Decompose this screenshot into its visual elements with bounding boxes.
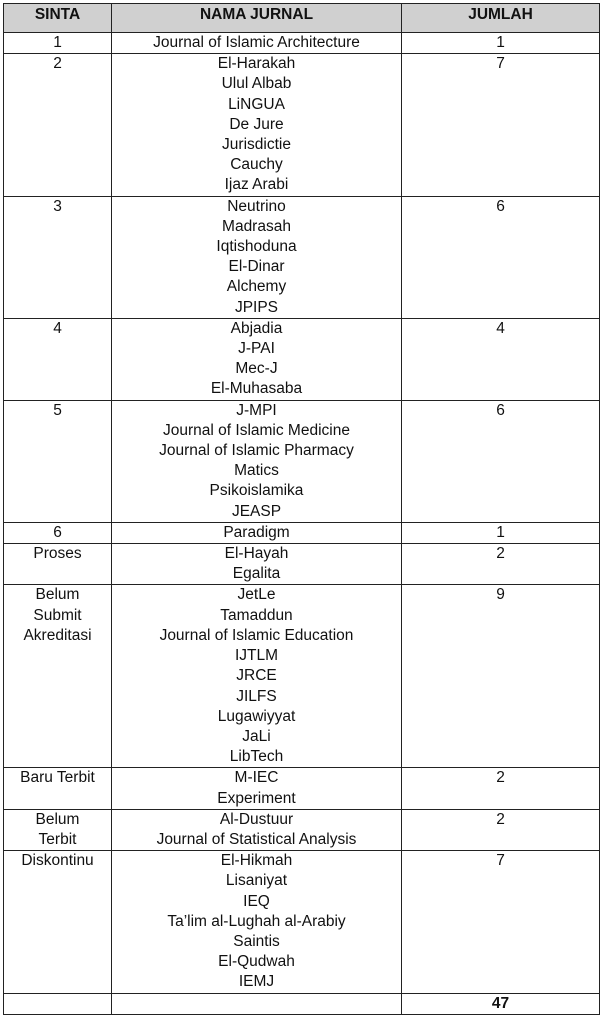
sinta-label: 4: [53, 319, 62, 337]
total-count: 47: [402, 993, 600, 1014]
journal-list-cell: [112, 768, 402, 809]
journal-name: De Jure: [229, 115, 284, 133]
journal-name: Journal of Islamic Medicine: [163, 421, 350, 439]
total-journal-cell: [112, 993, 402, 1014]
journal-name: Neutrino: [227, 197, 286, 215]
journal-name: Matics: [234, 462, 279, 480]
journal-name: J-PAI: [238, 340, 275, 358]
table-row: [4, 768, 600, 809]
journal-name: IJTLM: [234, 647, 279, 665]
sinta-cell: [4, 400, 112, 522]
journal-name: JRCE: [236, 667, 277, 685]
journal-name: Mec-J: [235, 360, 278, 378]
journal-list-cell: [112, 33, 402, 54]
sinta-label: Diskontinu: [21, 852, 94, 870]
journal-name: Tamaddun: [220, 606, 293, 624]
journal-name: Experiment: [217, 789, 296, 807]
count-cell: 6: [402, 196, 600, 318]
journal-name: JEASP: [231, 502, 282, 520]
sinta-cell: [4, 809, 112, 850]
table-body: [4, 33, 600, 994]
journal-name: J-MPI: [236, 401, 277, 419]
sinta-cell: [4, 851, 112, 993]
journal-name: El-Dinar: [228, 258, 285, 276]
count-cell: 9: [402, 585, 600, 768]
sinta-label: Belum: [35, 586, 80, 604]
sinta-label: 1: [53, 34, 62, 51]
sinta-label: 6: [53, 523, 62, 541]
journal-name: Egalita: [232, 565, 281, 583]
header-nama-jurnal: NAMA JURNAL: [112, 4, 402, 33]
count-cell: 7: [402, 54, 600, 196]
sinta-cell: [4, 318, 112, 400]
sinta-cell: [4, 544, 112, 585]
count-cell: 4: [402, 318, 600, 400]
journal-name: Psikoislamika: [209, 482, 304, 500]
journal-name: Ijaz Arabi: [224, 176, 289, 194]
journal-name: Journal of Islamic Architecture: [153, 34, 360, 51]
table-row: [4, 196, 600, 318]
journal-name: Ulul Albab: [221, 75, 292, 93]
journal-name: El-Muhasaba: [210, 380, 303, 398]
count-cell: 7: [402, 851, 600, 993]
count-cell: 2: [402, 809, 600, 850]
header-jumlah: JUMLAH: [402, 4, 600, 33]
journal-list-cell: [112, 544, 402, 585]
journal-name: El-Qudwah: [218, 953, 295, 971]
sinta-cell: [4, 768, 112, 809]
journal-list-cell: [112, 522, 402, 543]
table-row: [4, 318, 600, 400]
journal-table: [3, 3, 600, 1015]
sinta-label: Belum: [35, 810, 80, 828]
journal-name: El-Hayah: [224, 545, 289, 563]
journal-name: LiNGUA: [228, 95, 285, 113]
journal-name: Iqtishoduna: [216, 238, 297, 256]
sinta-cell: [4, 54, 112, 196]
header-sinta: SINTA: [4, 4, 112, 33]
journal-name: LibTech: [229, 748, 284, 766]
journal-list-cell: [112, 809, 402, 850]
sinta-cell: [4, 522, 112, 543]
journal-name: Ta’lim al-Lughah al-Arabiy: [167, 912, 346, 930]
journal-name: Lisaniyat: [225, 872, 288, 890]
journal-name: Paradigm: [223, 523, 290, 541]
count-cell: 1: [402, 33, 600, 54]
journal-name: Lugawiyyat: [217, 707, 296, 725]
sinta-label: Baru Terbit: [20, 769, 95, 787]
table-row: [4, 809, 600, 850]
journal-name: JetLe: [237, 586, 276, 604]
journal-name: IEQ: [243, 892, 270, 910]
table-row: [4, 33, 600, 54]
sinta-label: Terbit: [38, 830, 77, 848]
sinta-label: 5: [53, 401, 62, 419]
journal-name: JILFS: [236, 687, 277, 705]
total-sinta-cell: [4, 993, 112, 1014]
sinta-cell: [4, 33, 112, 54]
journal-name: JPIPS: [234, 298, 279, 316]
journal-name: Abjadia: [230, 319, 283, 337]
journal-name: Journal of Islamic Pharmacy: [159, 442, 354, 460]
journal-list-cell: [112, 585, 402, 768]
journal-name: M-IEC: [234, 769, 279, 787]
sinta-cell: [4, 585, 112, 768]
table-row: [4, 544, 600, 585]
sinta-label: Akreditasi: [23, 626, 92, 644]
journal-name: IEMJ: [238, 973, 275, 991]
journal-list-cell: [112, 54, 402, 196]
journal-list-cell: [112, 318, 402, 400]
journal-name: Cauchy: [230, 156, 283, 174]
sinta-label: Submit: [33, 606, 82, 624]
sinta-cell: [4, 196, 112, 318]
journal-name: Madrasah: [222, 217, 291, 235]
journal-name: Jurisdictie: [222, 136, 291, 154]
journal-name: Journal of Statistical Analysis: [156, 830, 357, 848]
total-row: [4, 993, 600, 1014]
table-row: [4, 585, 600, 768]
table-row: [4, 522, 600, 543]
journal-name: Journal of Islamic Education: [159, 626, 354, 644]
table-row: [4, 54, 600, 196]
journal-name: Alchemy: [226, 278, 287, 296]
table-row: [4, 400, 600, 522]
count-cell: 6: [402, 400, 600, 522]
journal-list-cell: [112, 400, 402, 522]
journal-list-cell: [112, 851, 402, 993]
count-cell: 1: [402, 522, 600, 543]
journal-name: JaLi: [242, 727, 271, 745]
sinta-label: Proses: [33, 545, 82, 563]
sinta-label: 2: [53, 55, 62, 73]
journal-name: Saintis: [233, 932, 280, 950]
sinta-label: 3: [53, 197, 62, 215]
journal-name: Al-Dustuur: [219, 810, 294, 828]
journal-name: El-Hikmah: [220, 852, 293, 870]
journal-list-cell: [112, 196, 402, 318]
header-row: [4, 4, 600, 33]
count-cell: 2: [402, 544, 600, 585]
journal-name: El-Harakah: [217, 55, 296, 73]
table-row: [4, 851, 600, 993]
count-cell: 2: [402, 768, 600, 809]
